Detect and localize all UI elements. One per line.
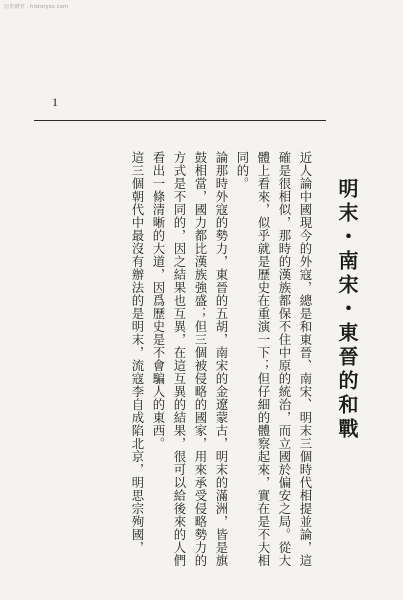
paragraph-1: 近人論中國現今的外寇，總是和東晉、南宋、明末三個時代相提並論，這確是很相似，那時的漢族都保不住中原的統治，而立國於偏安之局。從大體上看來，似乎就是歷史在重演一下；但仔細的體察起來，實在是不大相同的。 [235, 150, 313, 567]
paragraph-2: 論那時外寇的勢力，東晉的五胡，南宋的金遼蒙古，明末的滿洲，皆是旗鼓相當，國力都比漢族強盛；但三個被侵略的國家，用來承受侵略勢力的方式是不同的，因之結果也互異，在這互異的結果，很可以給後來的人們看出一條清晰的大道，因爲歷史是不會騙人的東西。 [151, 150, 229, 567]
watermark: 历史研究 · historyxx.com [4, 4, 69, 10]
header-rule [34, 120, 326, 121]
paragraph-3: 這三個朝代中最沒有辦法的是明末，流寇李自成陷北京，明思宗殉國， [130, 150, 145, 554]
page-number: 1 [52, 95, 58, 109]
article-title: 明末・南宋・東晉的和戰 [335, 178, 359, 442]
article-body [40, 126, 316, 576]
